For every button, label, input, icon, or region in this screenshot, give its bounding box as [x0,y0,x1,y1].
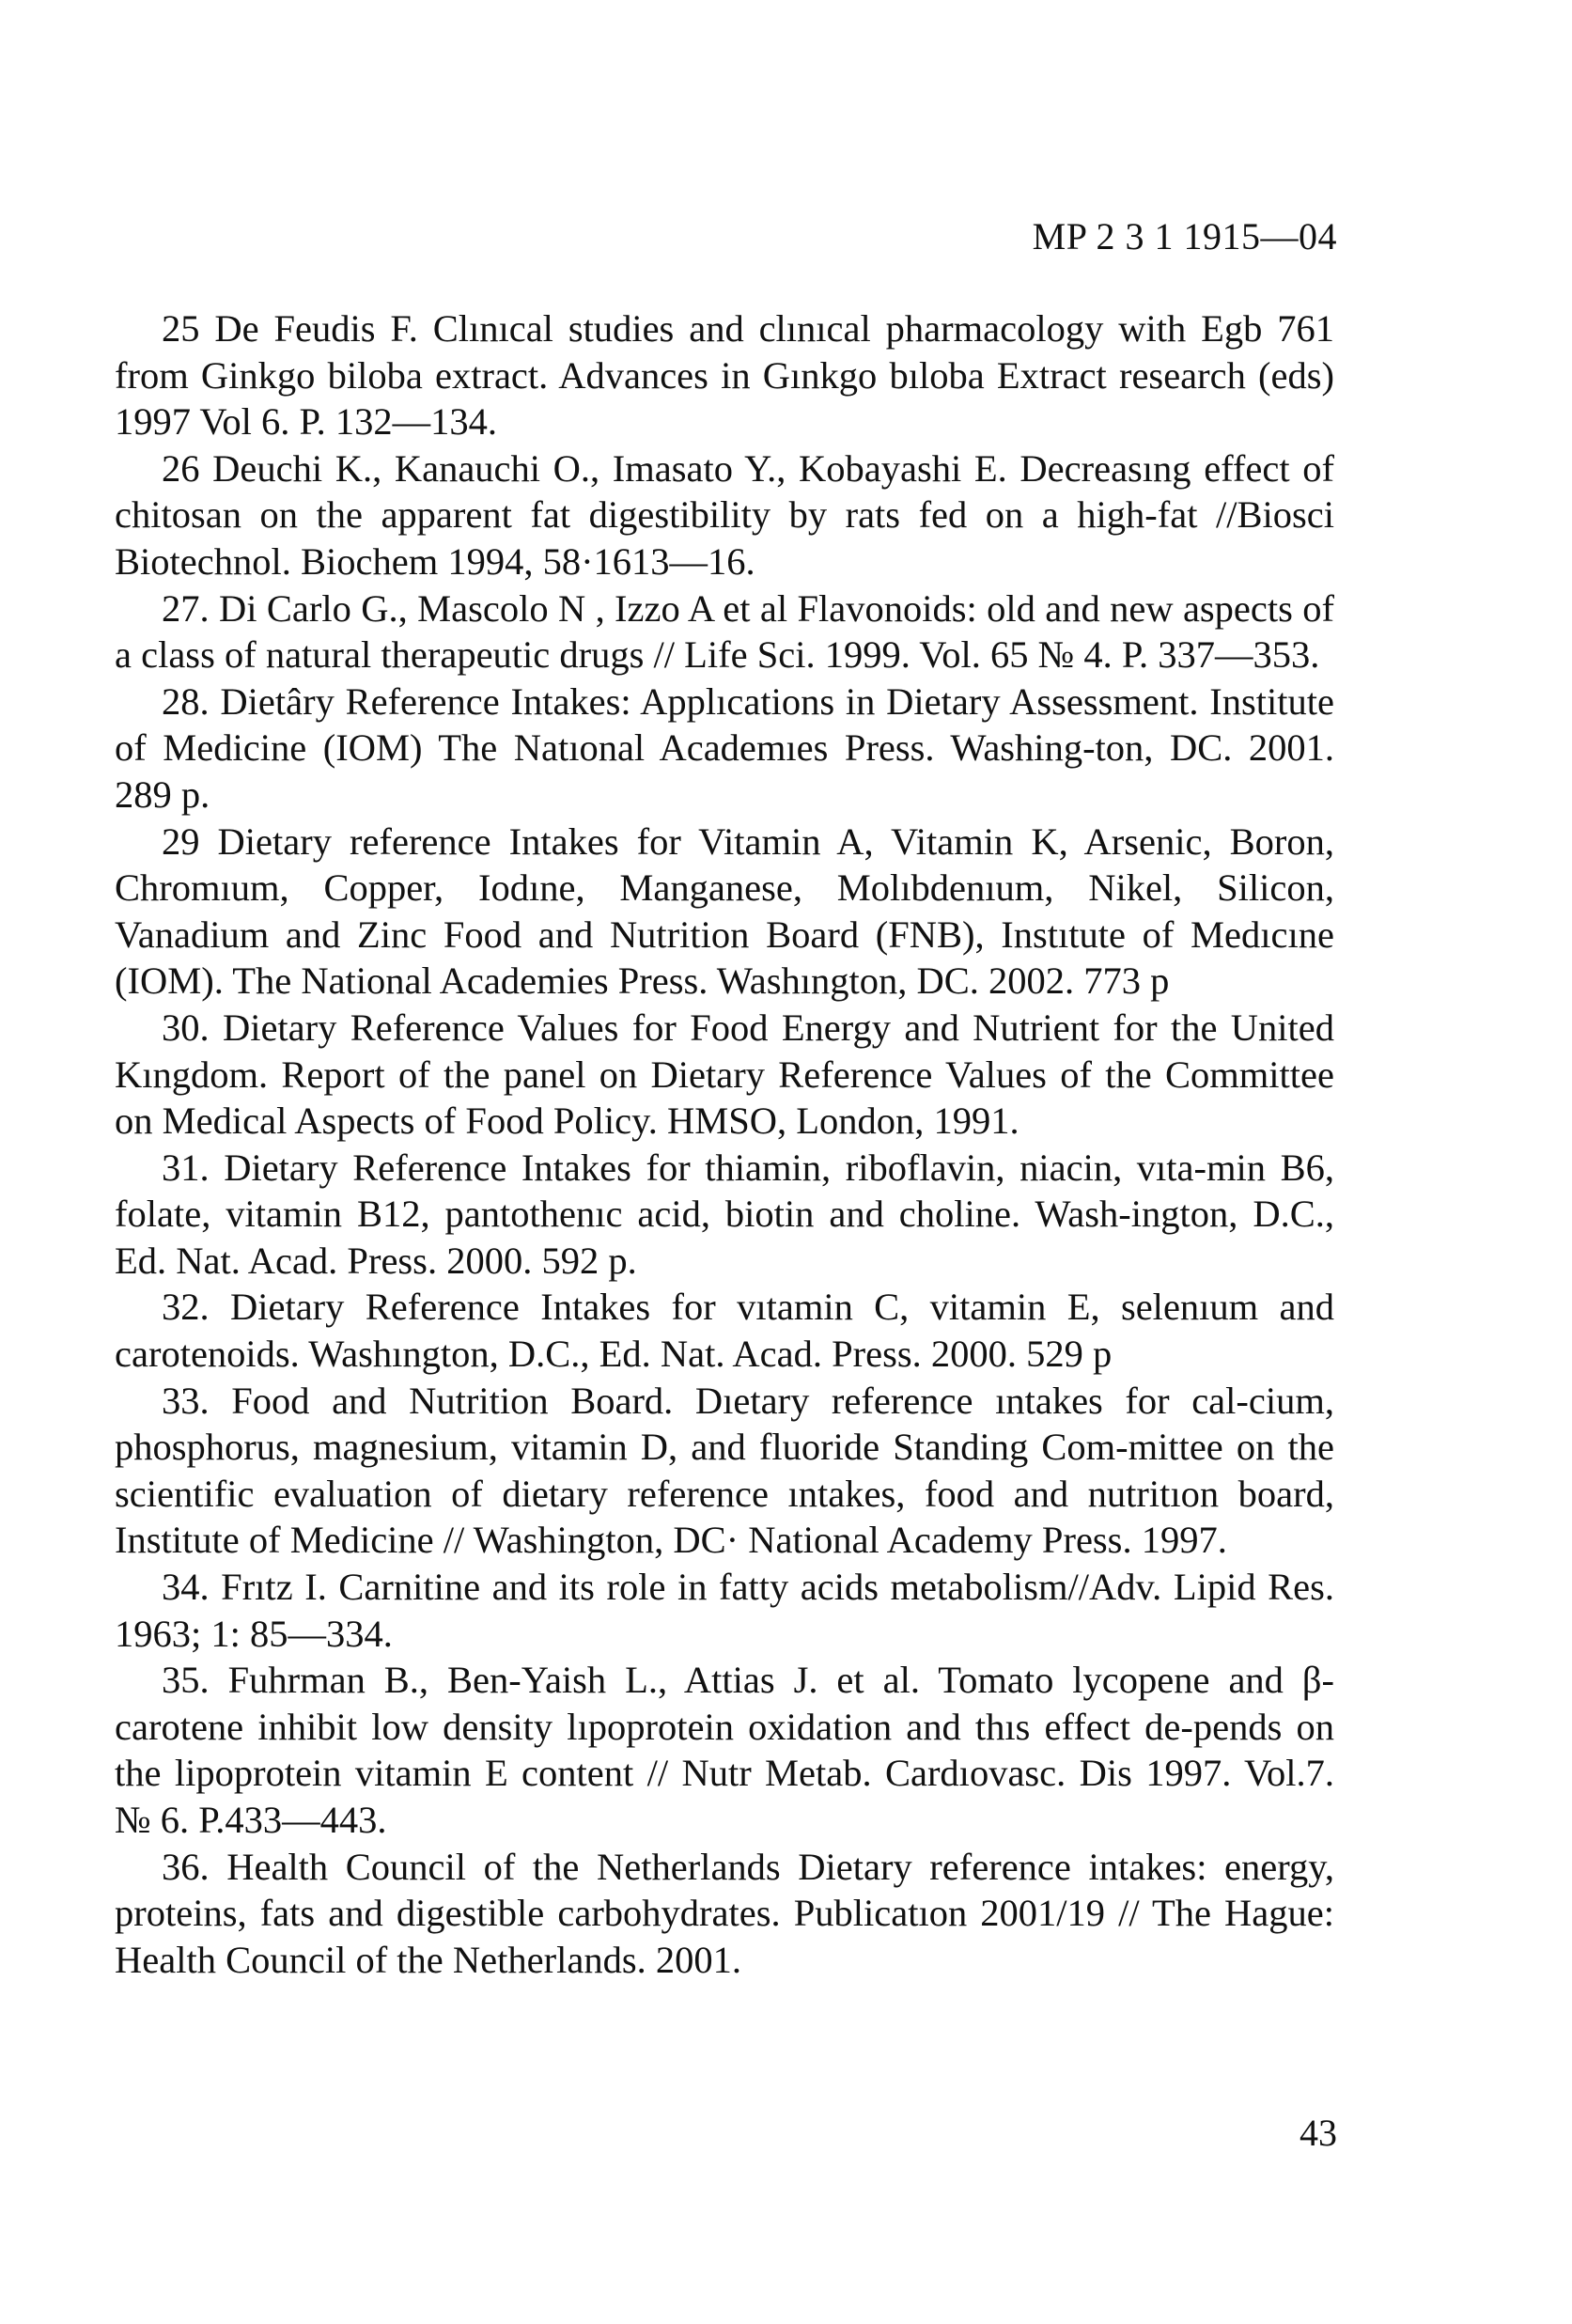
reference-entry-30: 30. Dietary Reference Values for Food Energy and Nutrient for the United Kıngdom. Report of the panel on Dietary Reference Values of the Committee on Medical Aspects of Food Policy. HMSO, London, 1991. [115,1006,1334,1143]
page-number: 43 [1300,2112,1337,2154]
reference-entry-25: 25 De Feudis F. Clınıcal studies and clınıcal pharmacology with Egb 761 from Ginkgo biloba extract. Advances in Gınkgo bıloba Extract research (eds) 1997 Vol 6. P. 132—134. [115,307,1334,444]
reference-entry-28: 28. Dietâry Reference Intakes: Applıcations in Dietary Assessment. Institute of Medicine (IOM) The Natıonal Academıes Press. Washing-ton, DC. 2001. 289 p. [115,679,1334,816]
reference-list [115,305,1334,1983]
reference-entry-31: 31. Dietary Reference Intakes for thiamin, riboflavin, niacin, vıta-min B6, folate, vitamin B12, pantothenıc acid, biotin and choline. Wash-ington, D.C., Ed. Nat. Acad. Press. 2000. 592 p. [115,1146,1334,1282]
document-code: MP 2 3 1 1915—04 [1032,215,1337,257]
reference-entry-36: 36. Health Council of the Netherlands Dietary reference intakes: energy, proteins, fats and digestible carbohydrates. Publicatıon 2001/19 // The Hague: Health Council of the Netherlands. 2001. [115,1845,1334,1981]
reference-entry-32: 32. Dietary Reference Intakes for vıtamin C, vitamin E, selenıum and carotenoids. Washıngton, D.C., Ed. Nat. Acad. Press. 2000. 529 p [115,1286,1334,1376]
reference-entry-33: 33. Food and Nutrition Board. Dıetary reference ıntakes for cal-cium, phosphorus, magnesium, vitamin D, and fluoride Standing Com-mittee on the scientific evaluation of dietary reference ıntakes, food and nutritıon board, Institute of Medicine // Washington, DC· National Academy Press. 1997. [115,1379,1334,1562]
reference-entry-35: 35. Fuhrman B., Ben-Yaish L., Attias J. et al. Tomato lycopene and β-carotene inhibit low density lıpoprotein oxidation and thıs effect de-pends on the lipoprotein vitamin E content // Nutr Metab. Cardıovasc. Dis 1997. Vol.7. № 6. P.433—443. [115,1659,1334,1841]
reference-entry-34: 34. Frıtz I. Carnitine and its role in fatty acids metabolism//Adv. Lipid Res. 1963; 1: 85—334. [115,1566,1334,1655]
reference-entry-27: 27. Di Carlo G., Mascolo N , Izzo A et al Flavonoids: old and new aspects of a class of natural therapeutic drugs // Life Sci. 1999. Vol. 65 № 4. P. 337—353. [115,586,1334,677]
reference-entry-26: 26 Deuchi K., Kanauchi O., Imasato Y., Kobayashi E. Decreasıng effect of chitosan on the apparent fat digestibility by rats fed on a high-fat //Biosci Biotechnol. Biochem 1994, 58·1613—16. [115,446,1334,583]
reference-entry-29: 29 Dietary reference Intakes for Vitamin A, Vitamin K, Arsenic, Boron, Chromıum, Copper, Iodıne, Manganese, Molıbdenıum, Nikel, Silicon, Vanadium and Zinc Food and Nutrition Board (FNB), Instıtute of Medıcıne (IOM). The National Academies Press. Washıngton, DC. 2002. 773 p [115,819,1334,1003]
